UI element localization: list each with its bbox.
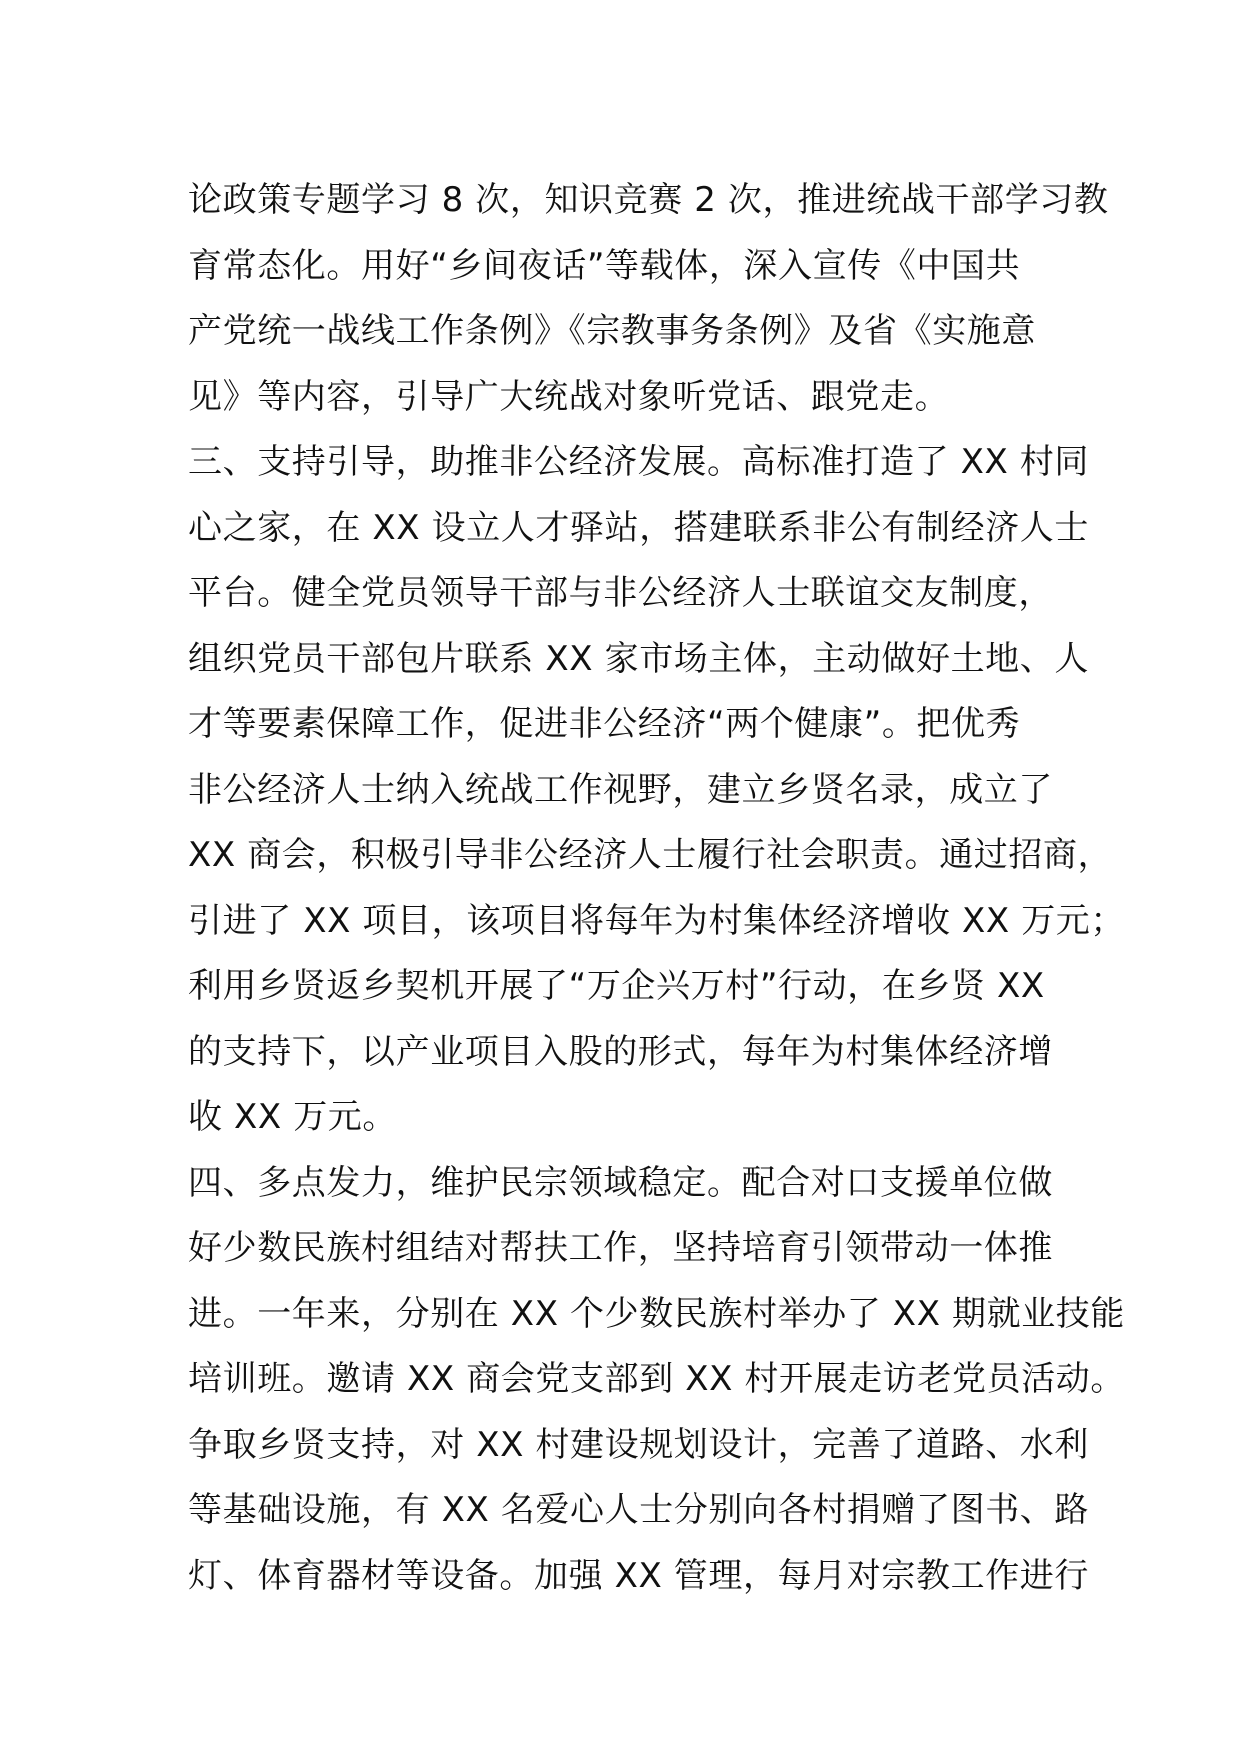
text-line: 争取乡贤支持，对 XX 村建设规划设计，完善了道路、水利 <box>188 1424 1089 1465</box>
text-line: 见》等内容，引导广大统战对象听党话、跟党走。 <box>188 376 950 417</box>
text-line: 组织党员干部包片联系 XX 家市场主体，主动做好土地、人 <box>188 638 1089 679</box>
section-heading-line: 四、多点发力，维护民宗领域稳定。配合对口支援单位做 <box>188 1162 1053 1203</box>
text-line: 平台。健全党员领导干部与非公经济人士联谊交友制度， <box>188 573 1053 613</box>
text-line: 产党统一战线工作条例》《宗教事务条例》及省《实施意 <box>188 311 1036 351</box>
text-line: 引进了 XX 项目，该项目将每年为村集体经济增收 XX 万元； <box>188 900 1125 941</box>
text-line: 培训班。邀请 XX 商会党支部到 XX 村开展走访老党员活动。 <box>188 1359 1125 1399</box>
text-line: XX 商会，积极引导非公经济人士履行社会职责。通过招商， <box>188 835 1113 875</box>
text-line: 好少数民族村组结对帮扶工作，坚持培育引领带动一体推 <box>188 1228 1053 1268</box>
text-line: 灯、体育器材等设备。加强 XX 管理，每月对宗教工作进行 <box>188 1555 1089 1596</box>
text-line: 等基础设施，有 XX 名爱心人士分别向各村捐赠了图书、路 <box>188 1490 1089 1530</box>
text-line: 才等要素保障工作，促进非公经济“两个健康”。把优秀 <box>188 704 1021 744</box>
text-line: 利用乡贤返乡契机开展了“万企兴万村”行动，在乡贤 XX <box>188 966 1045 1006</box>
text-line: 论政策专题学习 8 次，知识竞赛 2 次，推进统战干部学习教 <box>188 180 1109 220</box>
text-line: 收 XX 万元。 <box>188 1097 397 1137</box>
text-line: 非公经济人士纳入统战工作视野，建立乡贤名录，成立了 <box>188 769 1053 810</box>
text-line: 进。一年来，分别在 XX 个少数民族村举办了 XX 期就业技能 <box>188 1293 1125 1334</box>
text-line: 育常态化。用好“乡间夜话”等载体，深入宣传《中国共 <box>188 245 1021 286</box>
text-line: 的支持下，以产业项目入股的形式，每年为村集体经济增 <box>188 1031 1053 1072</box>
document-body <box>188 168 1125 1609</box>
section-heading-line: 三、支持引导，助推非公经济发展。高标准打造了 XX 村同 <box>188 442 1089 482</box>
text-line: 心之家，在 XX 设立人才驿站，搭建联系非公有制经济人士 <box>188 507 1089 548</box>
